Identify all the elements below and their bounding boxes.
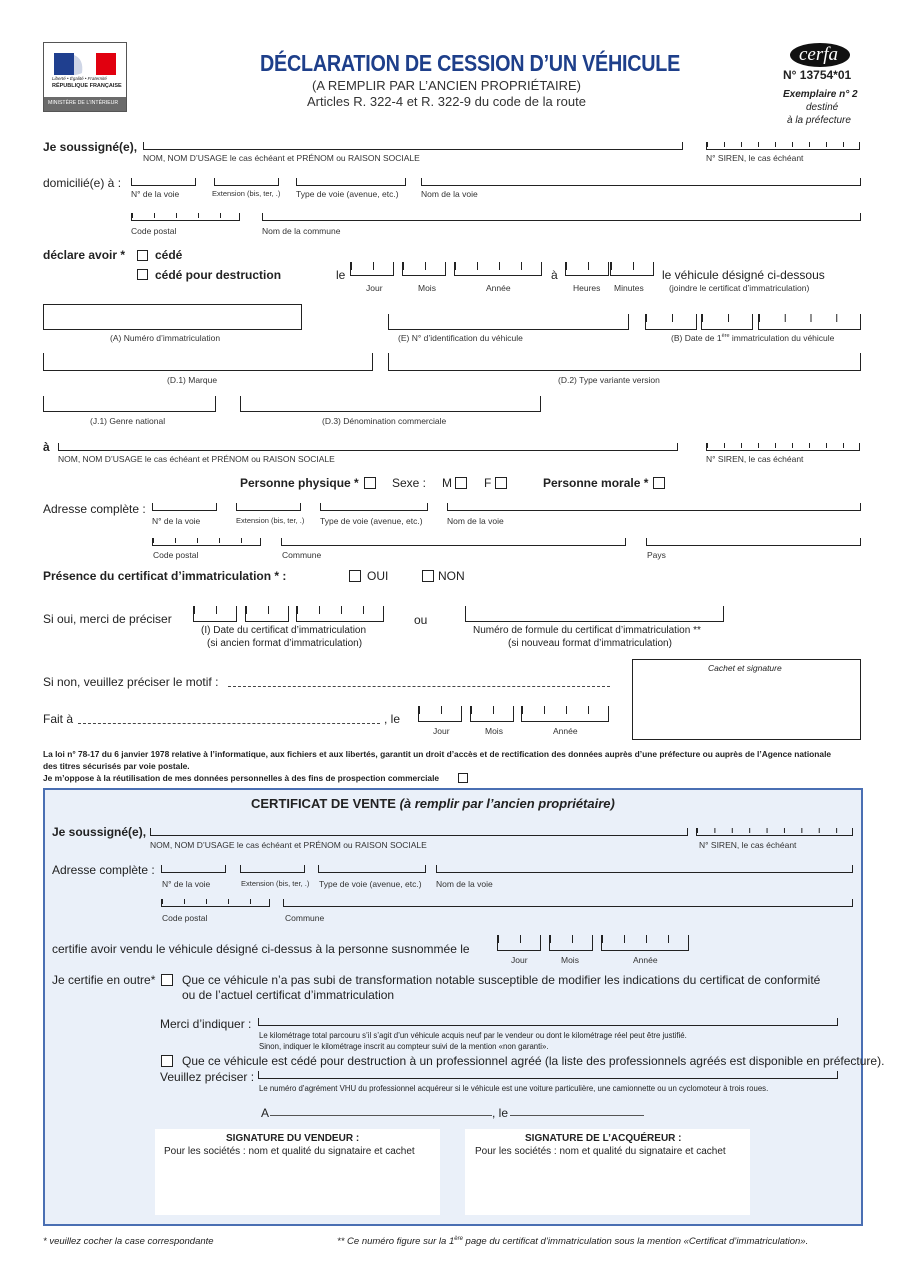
cede-destruction-checkbox[interactable] bbox=[137, 269, 148, 280]
cession-year-field[interactable] bbox=[454, 262, 542, 276]
presence-label: Présence du certificat d’immatriculation * : bbox=[43, 569, 287, 583]
buyer-pays-field[interactable] bbox=[646, 538, 861, 546]
personne-physique-checkbox[interactable] bbox=[364, 477, 376, 489]
buyer-num-field[interactable] bbox=[152, 503, 217, 511]
formule-caption1: Numéro de formule du certificat d’immatriculation ** bbox=[473, 625, 701, 636]
cert-num-caption: N° de la voie bbox=[162, 879, 211, 889]
footer-left: * veuillez cocher la case correspondante bbox=[43, 1236, 214, 1247]
cert-cp-field[interactable] bbox=[161, 899, 270, 907]
buyer-commune-caption: Commune bbox=[282, 550, 322, 560]
sexe-m-checkbox[interactable] bbox=[455, 477, 467, 489]
fait-year-field[interactable] bbox=[521, 706, 609, 722]
cert-date-month-field[interactable] bbox=[245, 606, 289, 622]
vente-day-field[interactable] bbox=[497, 935, 541, 951]
km-caption-1: Le kilométrage total parcouru s’il s’agit d’un véhicule acquis neuf par le vendeur ou dont le kilométrage réel peut être justifié. bbox=[259, 1031, 687, 1040]
vin-caption: (E) N° d’identification du véhicule bbox=[398, 333, 523, 343]
cert-date-caption2: (si ancien format d’immatriculation) bbox=[207, 638, 363, 649]
cert-type-caption: Type de voie (avenue, etc.) bbox=[319, 879, 422, 889]
seller-commune-field[interactable] bbox=[262, 213, 861, 221]
jour-caption: Jour bbox=[366, 283, 383, 293]
first-reg-caption: (B) Date de 1ère immatriculation du véhicule bbox=[671, 333, 835, 343]
type-variante-field[interactable] bbox=[388, 353, 861, 371]
seller-type-caption: Type de voie (avenue, etc.) bbox=[296, 189, 399, 199]
vhu-field[interactable] bbox=[258, 1071, 838, 1079]
cert-je-label: Je soussigné(e), bbox=[52, 825, 147, 839]
vin-field[interactable] bbox=[388, 314, 629, 330]
cert-voie-caption: Nom de la voie bbox=[436, 879, 493, 889]
first-reg-month-field[interactable] bbox=[701, 314, 753, 330]
seller-commune-caption: Nom de la commune bbox=[262, 226, 341, 236]
merci-label: Merci d’indiquer : bbox=[160, 1017, 252, 1031]
buyer-num-caption: N° de la voie bbox=[152, 516, 201, 526]
cert-date-field[interactable] bbox=[510, 1109, 644, 1116]
legal-text-1: La loi n° 78-17 du 6 janvier 1978 relative à l’informatique, aux fichiers et aux libertés, garantit un droit d’accès et de rectification des données auprès d’une préfecture ou auprès de l’Agence nationale bbox=[43, 749, 832, 759]
fait-lieu-field[interactable] bbox=[78, 717, 380, 724]
cert-adresse-label: Adresse complète : bbox=[52, 863, 155, 877]
buyer-pays-caption: Pays bbox=[647, 550, 666, 560]
signature-vendeur-title: SIGNATURE DU VENDEUR : bbox=[226, 1133, 360, 1144]
buyer-voie-caption: Nom de la voie bbox=[447, 516, 504, 526]
sexe-m-label: M bbox=[442, 476, 452, 490]
marque-field[interactable] bbox=[43, 353, 373, 371]
no-transformation-text-2: ou de l’actuel certificat d’immatriculation bbox=[182, 988, 395, 1002]
form-number: N° 13754*01 bbox=[783, 68, 852, 82]
cert-commune-field[interactable] bbox=[283, 899, 853, 907]
vehicule-label: le véhicule désigné ci-dessous bbox=[662, 268, 825, 282]
no-transformation-text-1: Que ce véhicule n’a pas subi de transformation notable susceptible de modifier les indications du certificat de conformité bbox=[182, 973, 821, 987]
presence-oui-checkbox[interactable] bbox=[349, 570, 361, 582]
seller-cp-caption: Code postal bbox=[131, 226, 177, 236]
sinon-label: Si non, veuillez préciser le motif : bbox=[43, 675, 219, 689]
cert-voie-field[interactable] bbox=[436, 865, 853, 873]
cachet-caption: Cachet et signature bbox=[708, 663, 782, 673]
type-variante-caption: (D.2) Type variante version bbox=[558, 375, 660, 385]
formule-caption2: (si nouveau format d’immatriculation) bbox=[508, 638, 672, 649]
mois-caption: Mois bbox=[418, 283, 436, 293]
page-title: DÉCLARATION DE CESSION D’UN VÉHICULE bbox=[260, 50, 681, 76]
cert-commune-caption: Commune bbox=[285, 913, 325, 923]
signature-acquereur-sub: Pour les sociétés : nom et qualité du signataire et cachet bbox=[475, 1146, 726, 1157]
no-transformation-checkbox[interactable] bbox=[161, 974, 173, 986]
seller-num-field[interactable] bbox=[131, 178, 196, 186]
logo-ministere: MINISTÈRE DE L'INTÉRIEUR bbox=[48, 100, 119, 106]
presence-oui-label: OUI bbox=[367, 569, 389, 583]
seller-name-caption: NOM, NOM D’USAGE le cas échéant et PRÉNOM ou RAISON SOCIALE bbox=[143, 153, 420, 163]
certifie-label: certifie avoir vendu le véhicule désigné ci-dessus à la personne susnommée le bbox=[52, 942, 470, 956]
cert-le-label: , le bbox=[492, 1106, 509, 1120]
sioui-label: Si oui, merci de préciser bbox=[43, 612, 172, 626]
destine-prefecture: à la préfecture bbox=[787, 115, 851, 126]
joindre-caption: (joindre le certificat d’immatriculation) bbox=[669, 283, 810, 293]
certificat-title: CERTIFICAT DE VENTE (à remplir par l’ancien propriétaire) bbox=[251, 796, 615, 811]
cede-checkbox[interactable] bbox=[137, 250, 148, 261]
formule-field[interactable] bbox=[465, 606, 724, 622]
vente-mois-caption: Mois bbox=[561, 955, 579, 965]
buyer-type-caption: Type de voie (avenue, etc.) bbox=[320, 516, 423, 526]
fait-annee-caption: Année bbox=[553, 726, 578, 736]
buyer-a-label: à bbox=[43, 440, 50, 454]
buyer-voie-field[interactable] bbox=[447, 503, 861, 511]
je-certifie-label: Je certifie en outre* bbox=[52, 973, 156, 987]
page-subtitle: (A REMPLIR PAR L’ANCIEN PROPRIÉTAIRE) bbox=[312, 78, 581, 93]
cert-siren-field[interactable] bbox=[696, 828, 853, 836]
buyer-adresse-label: Adresse complète : bbox=[43, 502, 146, 516]
buyer-siren-field[interactable] bbox=[706, 443, 860, 451]
personne-morale-checkbox[interactable] bbox=[653, 477, 665, 489]
denomination-caption: (D.3) Dénomination commerciale bbox=[322, 416, 447, 426]
motif-field[interactable] bbox=[228, 680, 610, 687]
cede-destruction-label: cédé pour destruction bbox=[155, 268, 282, 282]
buyer-name-field[interactable] bbox=[58, 443, 678, 451]
cert-name-field[interactable] bbox=[150, 828, 688, 836]
sexe-label: Sexe : bbox=[392, 476, 427, 490]
cert-date-caption1: (I) Date du certificat d’immatriculation bbox=[201, 625, 367, 636]
cession-month-field[interactable] bbox=[402, 262, 446, 276]
sexe-f-checkbox[interactable] bbox=[495, 477, 507, 489]
cert-siren-caption: N° SIREN, le cas échéant bbox=[699, 840, 797, 850]
buyer-cp-field[interactable] bbox=[152, 538, 261, 546]
a-label: à bbox=[551, 268, 558, 282]
signature-acquereur-title: SIGNATURE DE L’ACQUÉREUR : bbox=[525, 1133, 682, 1144]
seller-siren-caption: N° SIREN, le cas échéant bbox=[706, 153, 804, 163]
seller-cp-field[interactable] bbox=[131, 213, 240, 221]
annee-caption: Année bbox=[486, 283, 511, 293]
seller-type-field[interactable] bbox=[296, 178, 406, 186]
le-label: le bbox=[336, 268, 346, 282]
cerfa-text: cerfa bbox=[799, 44, 839, 65]
buyer-name-caption: NOM, NOM D’USAGE le cas échéant et PRÉNOM ou RAISON SOCIALE bbox=[58, 454, 335, 464]
logo-republique: RÉPUBLIQUE FRANÇAISE bbox=[52, 83, 122, 89]
veuillez-label: Veuillez préciser : bbox=[160, 1070, 255, 1084]
seller-siren-field[interactable] bbox=[706, 142, 860, 150]
fait-le-label: , le bbox=[384, 712, 401, 726]
seller-num-caption: N° de la voie bbox=[131, 189, 180, 199]
domicile-label: domicilié(e) à : bbox=[43, 176, 122, 190]
seller-voie-field[interactable] bbox=[421, 178, 861, 186]
personne-physique-label: Personne physique * bbox=[240, 476, 359, 490]
personne-morale-label: Personne morale * bbox=[543, 476, 649, 490]
presence-non-label: NON bbox=[438, 569, 465, 583]
buyer-type-field[interactable] bbox=[320, 503, 428, 511]
seller-voie-caption: Nom de la voie bbox=[421, 189, 478, 199]
minutes-caption: Minutes bbox=[614, 283, 644, 293]
sexe-f-label: F bbox=[484, 476, 492, 490]
vente-year-field[interactable] bbox=[601, 935, 689, 951]
prospection-checkbox[interactable] bbox=[458, 773, 468, 783]
seller-name-field[interactable] bbox=[143, 142, 683, 150]
denomination-field[interactable] bbox=[240, 396, 541, 412]
fait-mois-caption: Mois bbox=[485, 726, 503, 736]
buyer-siren-caption: N° SIREN, le cas échéant bbox=[706, 454, 804, 464]
fait-month-field[interactable] bbox=[470, 706, 514, 722]
cession-hour-field[interactable] bbox=[565, 262, 609, 276]
page-articles: Articles R. 322-4 et R. 322-9 du code de la route bbox=[307, 94, 586, 109]
seller-ext-field[interactable] bbox=[214, 178, 279, 186]
cert-num-field[interactable] bbox=[161, 865, 226, 873]
immatriculation-field[interactable] bbox=[43, 304, 302, 330]
fait-day-field[interactable] bbox=[418, 706, 462, 722]
genre-caption: (J.1) Genre national bbox=[90, 416, 166, 426]
vente-annee-caption: Année bbox=[633, 955, 658, 965]
cert-cp-caption: Code postal bbox=[162, 913, 208, 923]
vente-month-field[interactable] bbox=[549, 935, 593, 951]
destruction-text: Que ce véhicule est cédé pour destruction à un professionnel agréé (la liste des professionnels agréés est disponible en préfecture). bbox=[182, 1054, 885, 1068]
km-caption-2: Sinon, indiquer le kilométrage inscrit au compteur suivi de la mention «non garanti». bbox=[259, 1042, 549, 1051]
immatriculation-caption: (A) Numéro d’immatriculation bbox=[110, 333, 221, 343]
buyer-commune-field[interactable] bbox=[281, 538, 626, 546]
seller-label: Je soussigné(e), bbox=[43, 140, 138, 154]
presence-non-checkbox[interactable] bbox=[422, 570, 434, 582]
vhu-caption: Le numéro d’agrément VHU du professionnel acquéreur si le véhicule est une voiture particulière, une camionnette ou un cyclomoteur à trois roues. bbox=[259, 1084, 769, 1093]
marianne-logo bbox=[43, 42, 127, 112]
signature-vendeur-sub: Pour les sociétés : nom et qualité du signataire et cachet bbox=[164, 1146, 415, 1157]
cession-day-field[interactable] bbox=[350, 262, 394, 276]
cede-label: cédé bbox=[155, 248, 183, 262]
first-reg-year-field[interactable] bbox=[758, 314, 861, 330]
cert-name-caption: NOM, NOM D’USAGE le cas échéant et PRÉNOM ou RAISON SOCIALE bbox=[150, 840, 427, 850]
fait-label: Fait à bbox=[43, 712, 74, 726]
cert-type-field[interactable] bbox=[318, 865, 426, 873]
footer-right: ** Ce numéro figure sur la 1ère page du certificat d’immatriculation sous la mention «Certificat d’immatriculation». bbox=[337, 1236, 809, 1248]
fait-jour-caption: Jour bbox=[433, 726, 450, 736]
exemplaire: Exemplaire n° 2 bbox=[783, 89, 858, 100]
cession-minute-field[interactable] bbox=[610, 262, 654, 276]
cert-lieu-field[interactable] bbox=[270, 1109, 492, 1116]
cert-date-day-field[interactable] bbox=[193, 606, 237, 622]
marque-caption: (D.1) Marque bbox=[167, 375, 218, 385]
buyer-ext-caption: Extension (bis, ter, .) bbox=[236, 516, 305, 525]
cert-a-label: A bbox=[261, 1106, 270, 1120]
seller-ext-caption: Extension (bis, ter, .) bbox=[212, 189, 281, 198]
genre-field[interactable] bbox=[43, 396, 216, 412]
destruction-checkbox[interactable] bbox=[161, 1055, 173, 1067]
first-reg-day-field[interactable] bbox=[645, 314, 697, 330]
cert-ext-field[interactable] bbox=[240, 865, 305, 873]
legal-text-3: Je m’oppose à la réutilisation de mes données personnelles à des fins de prospection commerciale bbox=[43, 773, 440, 783]
legal-text-2: des titres sécurisés par voie postale. bbox=[43, 761, 190, 771]
buyer-ext-field[interactable] bbox=[236, 503, 301, 511]
logo-motto: Liberté • Égalité • Fraternité bbox=[52, 76, 107, 81]
buyer-cp-caption: Code postal bbox=[153, 550, 199, 560]
cert-ext-caption: Extension (bis, ter, .) bbox=[241, 879, 310, 888]
vente-jour-caption: Jour bbox=[511, 955, 528, 965]
heures-caption: Heures bbox=[573, 283, 601, 293]
ou-label: ou bbox=[414, 613, 428, 627]
declare-label: déclare avoir * bbox=[43, 248, 126, 262]
kilometrage-field[interactable] bbox=[258, 1018, 838, 1026]
cert-date-year-field[interactable] bbox=[296, 606, 384, 622]
destine: destiné bbox=[806, 102, 839, 113]
